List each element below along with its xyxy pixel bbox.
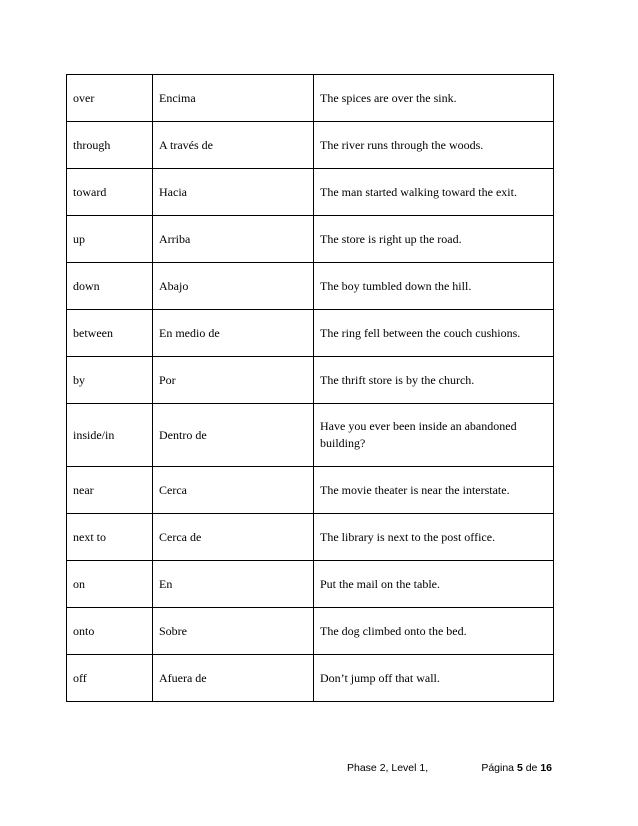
english-word: next to — [67, 514, 153, 561]
english-word: between — [67, 310, 153, 357]
english-word: up — [67, 216, 153, 263]
example-sentence: The spices are over the sink. — [314, 75, 554, 122]
spanish-word: Abajo — [153, 263, 314, 310]
vocabulary-table — [66, 74, 554, 702]
english-word: onto — [67, 608, 153, 655]
example-sentence: Put the mail on the table. — [314, 561, 554, 608]
table-row — [67, 216, 554, 263]
english-word: near — [67, 467, 153, 514]
example-sentence: The river runs through the woods. — [314, 122, 554, 169]
table-row — [67, 561, 554, 608]
spanish-word: Cerca — [153, 467, 314, 514]
english-word: off — [67, 655, 153, 702]
table-row — [67, 608, 554, 655]
example-sentence: Don’t jump off that wall. — [314, 655, 554, 702]
page-of-word: de — [525, 762, 538, 774]
example-sentence: The thrift store is by the church. — [314, 357, 554, 404]
example-sentence: The boy tumbled down the hill. — [314, 263, 554, 310]
spanish-word: Encima — [153, 75, 314, 122]
spanish-word: En medio de — [153, 310, 314, 357]
spanish-word: Cerca de — [153, 514, 314, 561]
english-word: on — [67, 561, 153, 608]
page-footer — [347, 762, 552, 778]
total-pages: 16 — [540, 762, 552, 774]
table-row — [67, 122, 554, 169]
table-row — [67, 514, 554, 561]
table-row — [67, 169, 554, 216]
table-row — [67, 310, 554, 357]
table-row — [67, 75, 554, 122]
table-row — [67, 357, 554, 404]
english-word: by — [67, 357, 153, 404]
spanish-word: Arriba — [153, 216, 314, 263]
example-sentence: The store is right up the road. — [314, 216, 554, 263]
spanish-word: A través de — [153, 122, 314, 169]
example-sentence: Have you ever been inside an abandoned building? — [314, 404, 554, 467]
english-word: through — [67, 122, 153, 169]
example-sentence: The man started walking toward the exit. — [314, 169, 554, 216]
page-word: Página — [481, 762, 515, 774]
english-word: over — [67, 75, 153, 122]
spanish-word: Afuera de — [153, 655, 314, 702]
table-row — [67, 655, 554, 702]
current-page: 5 — [516, 762, 523, 774]
example-sentence: The ring fell between the couch cushions. — [314, 310, 554, 357]
english-word: inside/in — [67, 404, 153, 467]
footer-page-number — [481, 762, 552, 774]
spanish-word: Hacia — [153, 169, 314, 216]
spanish-word: Dentro de — [153, 404, 314, 467]
english-word: down — [67, 263, 153, 310]
table-row — [67, 467, 554, 514]
table-row — [67, 404, 554, 467]
footer-phase-label: Phase 2, Level 1, — [347, 762, 429, 774]
example-sentence: The dog climbed onto the bed. — [314, 608, 554, 655]
spanish-word: Sobre — [153, 608, 314, 655]
example-sentence: The movie theater is near the interstate. — [314, 467, 554, 514]
table-row — [67, 263, 554, 310]
english-word: toward — [67, 169, 153, 216]
spanish-word: En — [153, 561, 314, 608]
spanish-word: Por — [153, 357, 314, 404]
example-sentence: The library is next to the post office. — [314, 514, 554, 561]
